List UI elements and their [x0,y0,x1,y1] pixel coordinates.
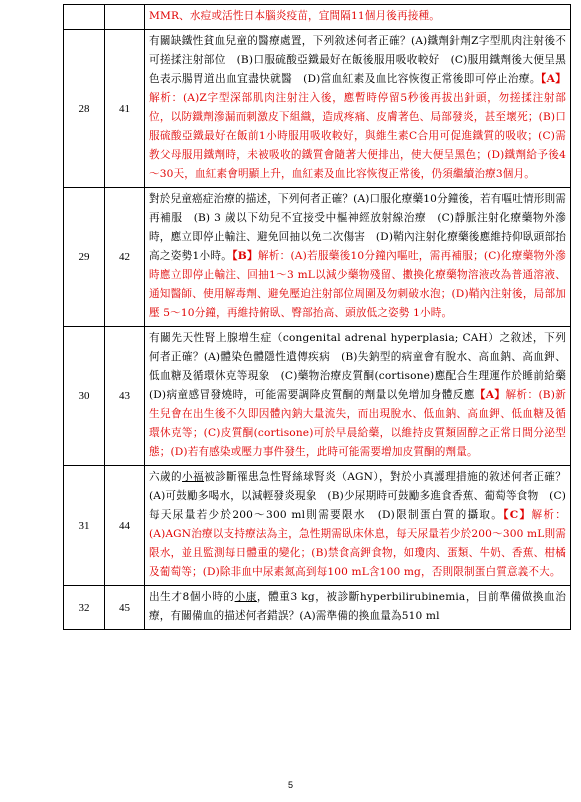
explanation-text: 解析：(A)AGN治療以支持療法為主，急性期需臥床休息，每天尿量若少於200～300 mL則需限水，並且監測每日體重的變化；(B)禁食高鉀食物，如瓊肉、蛋類、牛奶、香蕉、柑橘及葡萄等；(D)除非血中尿素氮高到每100 mL含100 mg，否則限制蛋白質意義不大。 [149,509,567,578]
row-number: 29 [64,188,105,327]
question-text: 對於兒童癌症治療的描述，下列何者正確？(A)口服化療藥10分鐘後，若有嘔吐情形則需再補服 (B) 3 歲以下幼兒不宜接受中樞神經放射線治療 (C)靜脈注射化療藥物外滲時，應立即停止輸注、避免回抽以免二次傷害 (D)鞘內注射化療藥後應維持仰臥頭部抬高之姿勢1小時。 [149,193,566,262]
answer-key: 【A】 [540,73,567,85]
table-row [64,327,571,466]
question-cell [145,586,571,630]
explanation-text: 解析：(A)Z字型深部肌肉注射注入後，應暫時停留5秒後再拔出針頭，勿搓揉注射部位，以防鐵劑滲漏而刺激皮下組織，造成疼痛、皮膚著色、局部發炎，甚至壞死；(B)口服硫酸亞鐵最好在飯前1小時服用吸收較好，與維生素C合用可促進鐵質的吸收；(C)需教父母服用鐵劑時，未被吸收的鐵質會隨著大便排出，使大便呈黑色；(D)鐵劑給予後4～30天，血紅素會明顯上升，血紅素及血比容恢復正常後，仍須繼續治療3個月。 [149,92,566,180]
question-number: 44 [105,466,145,586]
question-number: 42 [105,188,145,327]
question-text-start: 出生才8個小時的 [149,591,235,603]
question-cell [145,466,571,586]
question-text: 有關先天性腎上腺增生症（congenital adrenal hyperplasia; CAH）之敘述，下列何者正確？(A)體染色體隱性遺傳疾病 (B)失鈉型的病童會有脫水、高血鈉、高血鉀、低血糖及循環休克等現象 (C)藥物治療皮質酮(cortisone)應配合生理運作於睡前給藥 (D)病童感冒發燒時，可能需要調降皮質酮的劑量以免增加身體反應 [149,332,577,401]
table-row [64,5,571,30]
row-number: 31 [64,466,105,586]
question-number: 43 [105,327,145,466]
table-row [64,188,571,327]
question-cell [145,30,571,188]
table-row [64,586,571,630]
page-number: 5 [287,780,293,790]
explanation-text: 解析：(B)新生兒會在出生後不久即因體內鈉大量流失，而出現脫水、低血鈉、高血鉀、低血糖及循環休克等；(C)皮質酮(cortisone)可於早晨給藥，以維持皮質類固醇之正常日間分泌型態；(D)若有感染或壓力事件發生，此時可能需要增加皮質酮的劑量。 [149,389,566,458]
row-number: 30 [64,327,105,466]
question-cell [145,327,577,466]
explanation-text: 解析：(A)若服藥後10分鐘內嘔吐，需再補服；(C)化療藥物外滲時應立即停止輸注、回抽1～3 mL以減少藥物殘留、擻換化療藥物溶液改為普通溶液、通知醫師、使用解毒劑、避免壓迫注射部位周圍及勿刺破水泡；(D)鞘內注射後，局部加壓 5～10分鐘，再維持俯臥、臀部抬高、頭放低之姿勢 1小時。 [149,250,566,319]
question-text: 被診斷罹患急性腎絲球腎炎（AGN），對於小真護理措施的敘述何者正確？(A)可鼓勵多喝水，以減輕發炎現象 (B)少尿期時可鼓勵多進食香蕉、葡萄等食物 (C)每天尿量若少於200～300 ml則需要限水 (D)限制蛋白質的攝取。 [149,471,566,521]
row-number: 28 [64,30,105,188]
question-text: ，體重3 kg，被診斷hyperbilirubinemia，目前準備做換血治療，有關備血的描述何者錯誤？(A)需準備的換血量為510 ml [149,591,566,622]
qa-table [63,4,577,630]
continued-explanation: MMR、水痘或活性日本腦炎疫苗，宜間隔11個月後再接種。 [145,5,571,30]
question-number: 41 [105,30,145,188]
question-text: 有關缺鐵性貧血兒童的醫療處置，下列敘述何者正確？(A)鐵劑針劑Z字型肌肉注射後不可搓揉注射部位 (B)口服硫酸亞鐵最好在飯後服用吸收較好 (C)服用鐵劑後大便呈黑色表示腸胃道出血宜盡快就醫 (D)當血紅素及血比容恢復正常後即可停止治療。 [149,35,566,85]
patient-name: 小福 [182,471,205,483]
question-number: 45 [105,586,145,630]
row-number: 32 [64,586,105,630]
question-cell [145,188,571,327]
question-text-start: 六歲的 [149,471,183,483]
answer-key: 【C】 [503,509,532,521]
table-row [64,30,571,188]
patient-name: 小康 [234,591,257,603]
answer-key: 【A】 [474,389,506,401]
answer-key: 【B】 [232,250,258,262]
table-row [64,466,571,586]
